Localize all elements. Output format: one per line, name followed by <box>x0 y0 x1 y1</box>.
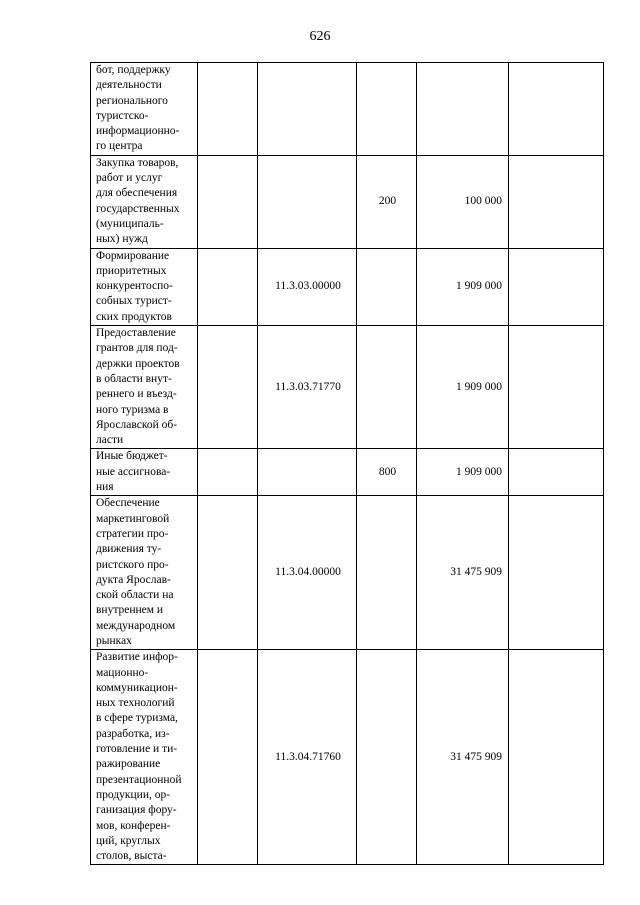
row-amount-cell: 31 475 909 <box>417 496 509 650</box>
row-name-line: приоритетных <box>96 264 167 277</box>
row-name-line: продукции, ор- <box>96 788 171 801</box>
row-name-line: рынках <box>96 634 132 647</box>
row-name-line: внутреннем и <box>96 604 164 617</box>
row-name-cell <box>91 248 198 325</box>
row-type-cell <box>357 496 417 650</box>
row-name-line: конкурентоспо- <box>96 280 173 293</box>
row-name-line: работ и услуг <box>96 172 163 185</box>
row-name-line: готовление и ти- <box>96 743 178 756</box>
row-col2-cell <box>198 248 258 325</box>
row-type-cell <box>357 650 417 865</box>
row-code-cell <box>258 449 357 496</box>
row-name-line: ные ассигнова- <box>96 465 171 478</box>
table-row <box>91 449 604 496</box>
row-name-line: мов, конферен- <box>96 819 171 832</box>
row-name-line: регионального <box>96 94 168 107</box>
row-col6-cell <box>509 248 604 325</box>
row-col6-cell <box>509 449 604 496</box>
row-name-line: держки проектов <box>96 357 180 370</box>
table-row <box>91 650 604 865</box>
table-row <box>91 63 604 156</box>
row-name-cell <box>91 650 198 865</box>
row-name-line: ных технологий <box>96 697 175 710</box>
row-col2-cell <box>198 63 258 156</box>
row-name-line: Обеспечение <box>96 497 160 510</box>
row-col2-cell <box>198 650 258 865</box>
row-name-line: ласти <box>96 434 124 447</box>
budget-table <box>90 62 604 865</box>
row-type-cell <box>357 326 417 449</box>
row-type-cell <box>357 63 417 156</box>
row-amount-cell: 1 909 000 <box>417 326 509 449</box>
row-type-cell: 200 <box>357 155 417 248</box>
row-name-cell <box>91 155 198 248</box>
row-name-line: ской области на <box>96 589 174 602</box>
row-name-line: реннего и въезд- <box>96 388 177 401</box>
row-col6-cell <box>509 63 604 156</box>
row-name-line: туристско- <box>96 109 149 122</box>
row-name-line: го центра <box>96 140 143 153</box>
row-col6-cell <box>509 155 604 248</box>
row-col2-cell <box>198 449 258 496</box>
row-name-line: собных турист- <box>96 295 172 308</box>
row-col6-cell <box>509 650 604 865</box>
table-row <box>91 496 604 650</box>
row-amount-cell: 31 475 909 <box>417 650 509 865</box>
row-col2-cell <box>198 496 258 650</box>
row-name-line: движения ту- <box>96 543 162 556</box>
row-name-cell <box>91 449 198 496</box>
row-col2-cell <box>198 155 258 248</box>
row-type-cell <box>357 248 417 325</box>
row-name-line: информационно- <box>96 125 180 138</box>
table-row <box>91 326 604 449</box>
row-name-line: для обеспечения <box>96 187 178 200</box>
row-name-line: презентационной <box>96 773 182 786</box>
table-row <box>91 248 604 325</box>
row-name-line: ристского про- <box>96 558 169 571</box>
row-name-line: Развитие инфор- <box>96 651 178 664</box>
row-name-line: Формирование <box>96 249 170 262</box>
row-name-line: дукта Ярослав- <box>96 573 171 586</box>
row-name-line: коммуникацион- <box>96 681 178 694</box>
row-name-line: грантов для под- <box>96 342 178 355</box>
row-amount-cell <box>417 63 509 156</box>
row-name-line: Ярославской об- <box>96 418 178 431</box>
budget-table-body <box>91 63 604 865</box>
row-name-line: бот, поддержку <box>96 64 171 76</box>
row-col2-cell <box>198 326 258 449</box>
row-amount-cell: 1 909 000 <box>417 248 509 325</box>
row-name-line: Закупка товаров, <box>96 156 179 169</box>
row-name-line: ских продуктов <box>96 310 172 323</box>
row-name-line: государственных <box>96 202 180 215</box>
row-type-cell: 800 <box>357 449 417 496</box>
row-name-line: маркетинговой <box>96 512 170 525</box>
row-code-cell: 11.3.03.00000 <box>258 248 357 325</box>
row-name-line: Предоставление <box>96 327 176 340</box>
row-code-cell: 11.3.04.71760 <box>258 650 357 865</box>
row-name-line: деятельности <box>96 79 162 92</box>
row-code-cell: 11.3.04.00000 <box>258 496 357 650</box>
row-name-line: ражирование <box>96 758 161 771</box>
row-name-cell <box>91 496 198 650</box>
table-row <box>91 155 604 248</box>
row-col6-cell <box>509 326 604 449</box>
row-code-cell <box>258 155 357 248</box>
row-name-line: столов, выста- <box>96 850 167 863</box>
row-amount-cell: 100 000 <box>417 155 509 248</box>
row-name-line: стратегии про- <box>96 527 169 540</box>
row-name-line: (муниципаль- <box>96 217 164 230</box>
row-code-cell <box>258 63 357 156</box>
row-name-line: международном <box>96 619 176 632</box>
row-name-line: ганизация фору- <box>96 804 177 817</box>
row-name-line: Иные бюджет- <box>96 450 168 463</box>
row-name-line: мационно- <box>96 666 149 679</box>
row-amount-cell: 1 909 000 <box>417 449 509 496</box>
row-name-line: разработка, из- <box>96 727 170 740</box>
row-name-cell <box>91 63 198 156</box>
row-name-line: в области внут- <box>96 372 172 385</box>
row-name-line: ного туризма в <box>96 403 169 416</box>
row-name-line: в сфере туризма, <box>96 712 178 725</box>
row-name-line: ния <box>96 481 114 494</box>
page-number: 626 <box>309 29 331 44</box>
row-name-line: ных) нужд <box>96 233 148 246</box>
row-col6-cell <box>509 496 604 650</box>
row-name-cell <box>91 326 198 449</box>
row-code-cell: 11.3.03.71770 <box>258 326 357 449</box>
row-name-line: ций, круглых <box>96 834 161 847</box>
